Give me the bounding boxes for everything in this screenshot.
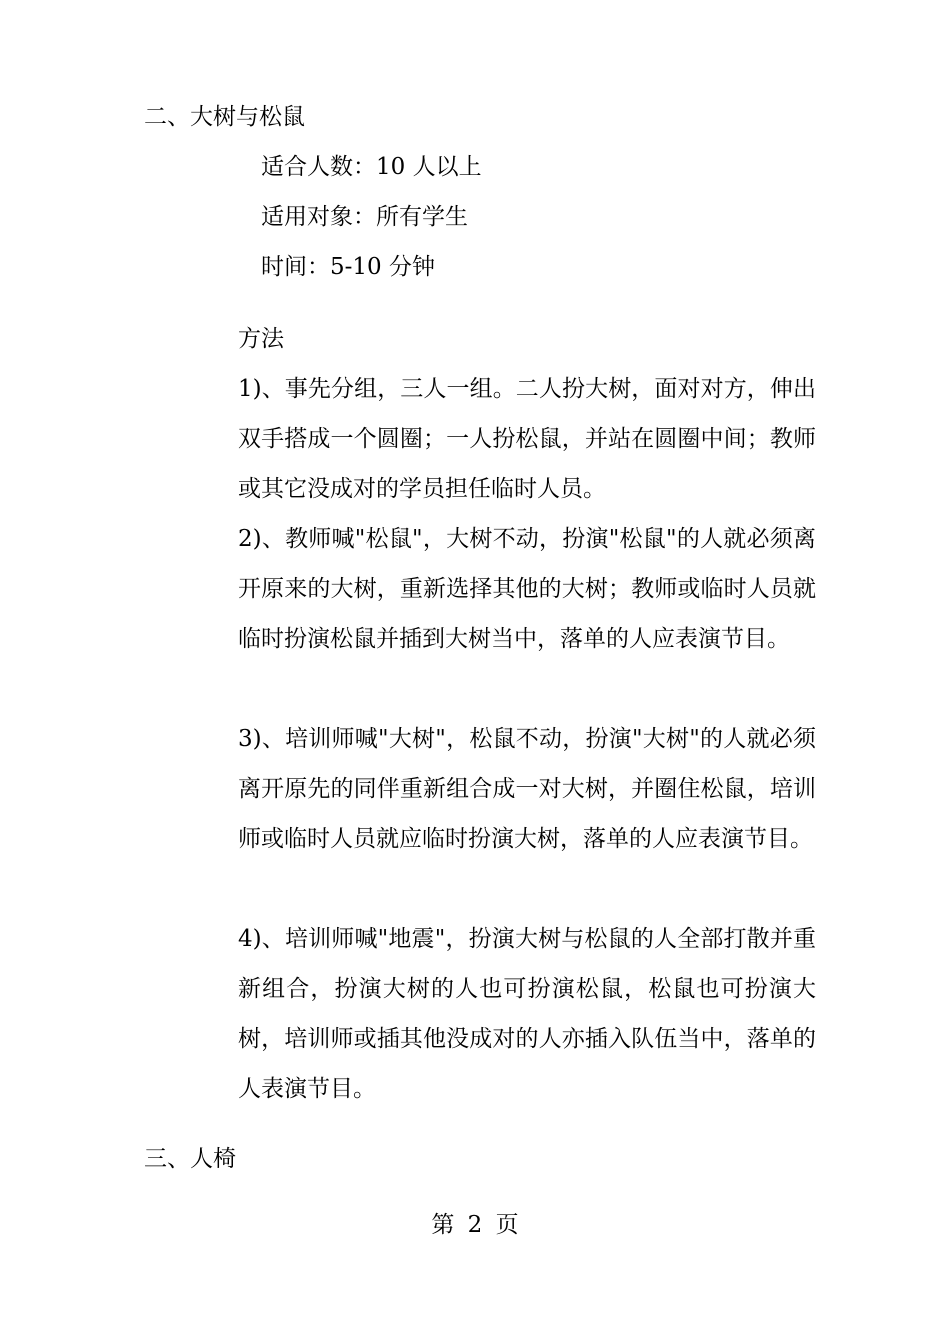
method-step-2: 2)、教师喊"松鼠"，大树不动，扮演"松鼠"的人就必须离开原来的大树，重新选择其他的大树；教师或临时人员就临时扮演松鼠并插到大树当中，落单的人应表演节目。	[238, 526, 816, 652]
method-label: 方法	[238, 326, 284, 352]
section-heading-human-chair: 三、人椅	[144, 1146, 236, 1172]
players-info: 适合人数：10 人以上	[261, 154, 482, 180]
section-heading-trees-squirrels: 二、大树与松鼠	[144, 104, 305, 130]
method-step-1: 1)、事先分组，三人一组。二人扮大树，面对对方，伸出双手搭成一个圆圈；一人扮松鼠，并站在圆圈中间；教师或其它没成对的学员担任临时人员。	[238, 376, 816, 502]
duration-info: 时间：5-10 分钟	[261, 254, 435, 280]
page-number: 第 2 页	[431, 1212, 519, 1238]
audience-info: 适用对象：所有学生	[261, 204, 468, 230]
method-step-3: 3)、培训师喊"大树"，松鼠不动，扮演"大树"的人就必须离开原先的同伴重新组合成一对大树，并圈住松鼠，培训师或临时人员就应临时扮演大树，落单的人应表演节目。	[238, 726, 816, 852]
method-step-4: 4)、培训师喊"地震"，扮演大树与松鼠的人全部打散并重新组合，扮演大树的人也可扮演松鼠，松鼠也可扮演大树，培训师或插其他没成对的人亦插入队伍当中，落单的人表演节目。	[238, 926, 816, 1102]
